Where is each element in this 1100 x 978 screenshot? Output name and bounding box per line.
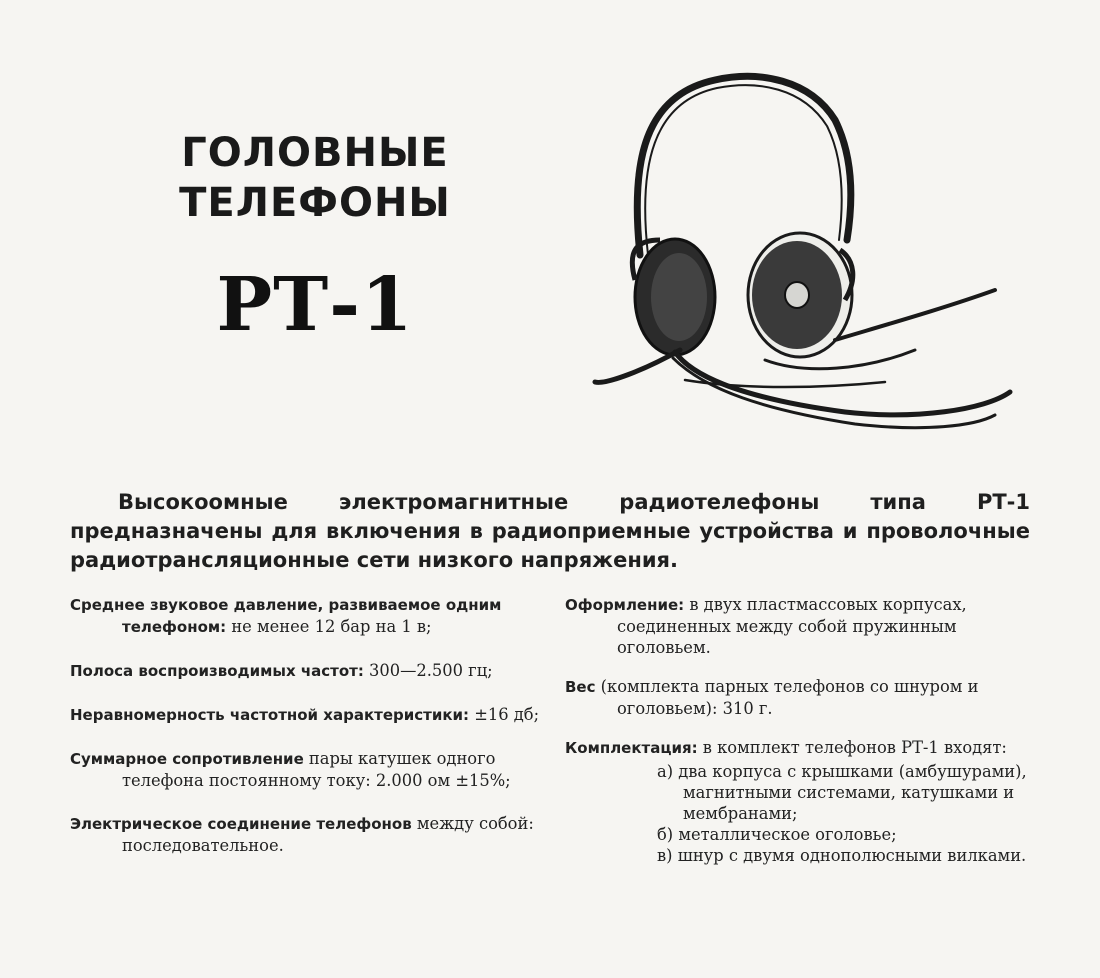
headband [637, 76, 851, 255]
spec-label: Вес [565, 678, 596, 696]
model-name: РТ-1 [216, 262, 414, 348]
spec-label: Оформление: [565, 596, 685, 614]
spec-label: Полоса воспроизводимых частот: [70, 662, 364, 680]
kit-list [657, 761, 1035, 866]
title-block [150, 128, 480, 348]
spec-value: в двух пластмассовых корпусах, соединенных между собой пружинным оголовьем. [617, 595, 967, 657]
spec-value: не менее 12 бар на 1 в; [226, 617, 432, 636]
spec-resistance [70, 748, 540, 791]
headphones-illustration [585, 40, 1025, 440]
spec-connection [70, 813, 540, 856]
spec-label: Суммарное сопротивление [70, 750, 304, 768]
spec-value: 300—2.500 гц; [363, 661, 493, 680]
spec-weight [565, 676, 1035, 719]
specs-left-column [70, 594, 540, 878]
spec-label: Электрическое соединение телефонов [70, 815, 412, 833]
spec-frequency-range [70, 660, 540, 682]
intro-text: Высокоомные электромагнитные радиотелефоны типа РТ-1 предназначены для включения в радиоприемные устройства и проволочные радиотрансляционные сети низкого напряжения. [70, 490, 1030, 572]
spec-value: ±16 дб; [469, 705, 540, 724]
list-item: б) металлическое оголовье; [657, 825, 897, 844]
intro-paragraph [70, 488, 1030, 575]
title-line-2: ТЕЛЕФОНЫ [179, 180, 451, 226]
list-item: в) шнур с двумя однополюсными вилками. [657, 846, 1027, 865]
spec-sound-pressure [70, 594, 540, 638]
spec-label: Комплектация: [565, 739, 698, 757]
spec-frequency-response [70, 704, 540, 726]
specs-right-column [565, 594, 1035, 884]
title-line-1: ГОЛОВНЫЕ [181, 130, 449, 176]
spec-value: пары катушек одного телефона постоянному току: 2.000 ом ±15%; [122, 749, 511, 790]
list-item: а) два корпуса с крышками (амбушурами), магнитными системами, катушками и мембранами; [657, 762, 1027, 823]
left-earcup [632, 239, 715, 355]
spec-value: (комплекта парных телефонов со шнуром и оголовьем): 310 г. [595, 677, 979, 718]
spec-value: между собой: последовательное. [122, 814, 534, 855]
spec-label: Среднее звуковое давление, развиваемое одним телефоном: [70, 596, 502, 636]
spec-kit [565, 737, 1035, 866]
spec-label: Неравномерность частотной характеристики: [70, 706, 470, 724]
spec-design [565, 594, 1035, 658]
spec-value: в комплект телефонов РТ-1 входят: [697, 738, 1007, 757]
